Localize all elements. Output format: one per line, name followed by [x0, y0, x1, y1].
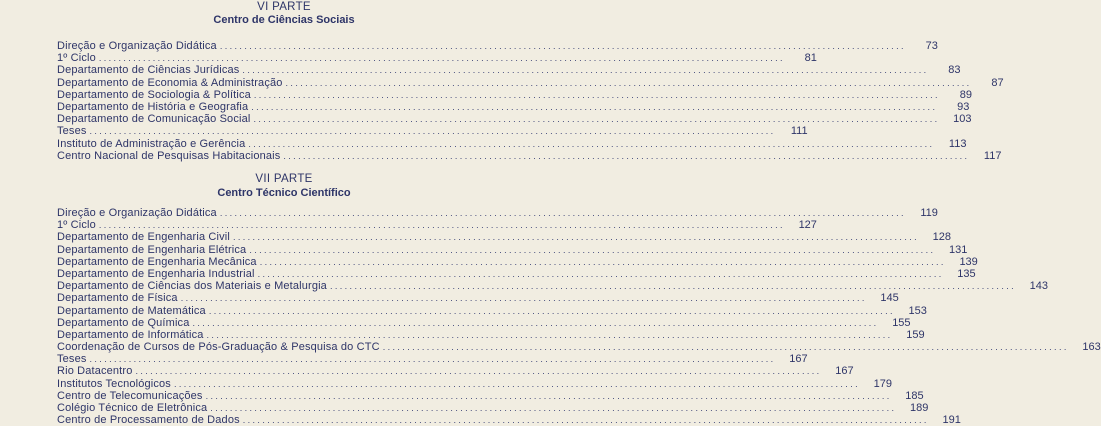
- toc-entry-page-number: 119: [920, 207, 938, 219]
- toc-entry: [57, 402, 929, 414]
- toc-entry-page-number: 73: [925, 40, 938, 52]
- toc-entry-label: Instituto de Administração e Gerência: [57, 137, 246, 150]
- dot-leader: ............................................................................................................................................: [208, 305, 895, 316]
- section-title-ccs: Centro de Ciências Sociais: [213, 14, 355, 26]
- toc-entry-page-number: 185: [905, 389, 924, 402]
- toc-entry-label: Centro de Telecomunicações: [57, 389, 203, 402]
- dot-leader: ............................................................................................................................................: [98, 220, 785, 231]
- toc-entry-label: Departamento de Informática: [57, 328, 204, 341]
- toc-entry-page-number: 117: [983, 149, 1002, 162]
- toc-entry: [57, 292, 899, 305]
- toc-entry-page-number: 145: [880, 292, 899, 305]
- dot-leader: ............................................................................................................................................: [205, 390, 892, 401]
- toc-list-vi: [57, 40, 1004, 162]
- toc-entry: [57, 353, 808, 366]
- toc-entry-page-number: 87: [991, 76, 1004, 89]
- toc-list-vii: [57, 207, 1101, 426]
- toc-entry-page-number: 135: [957, 267, 976, 280]
- toc-entry: [57, 64, 961, 77]
- toc-entry: [57, 149, 1002, 162]
- toc-entry-label: Teses: [57, 125, 87, 138]
- toc-entry-page-number: 128: [932, 231, 952, 244]
- toc-entry-page-number: 111: [790, 125, 808, 138]
- toc-entry: [57, 304, 927, 317]
- dot-leader: ............................................................................................................................................: [242, 415, 929, 426]
- toc-entry-page-number: 81: [804, 52, 817, 65]
- toc-entry: [57, 255, 978, 268]
- toc-entry: [57, 52, 817, 65]
- toc-entry-label: Departamento de Química: [57, 316, 190, 329]
- toc-entry: [57, 414, 961, 426]
- dot-leader: ............................................................................................................................................: [259, 256, 946, 267]
- toc-entry-page-number: 189: [910, 402, 929, 414]
- dot-leader: ............................................................................................................................................: [283, 150, 970, 161]
- toc-entry-label: Departamento de Economia & Administração: [57, 76, 283, 89]
- toc-entry-page-number: 163: [1082, 341, 1101, 354]
- dot-leader: ............................................................................................................................................: [329, 281, 1017, 292]
- toc-entry: [57, 243, 968, 256]
- section-title-ctc: Centro Técnico Científico: [217, 187, 351, 199]
- toc-entry-label: Teses: [57, 353, 87, 366]
- toc-entry-label: Departamento de Engenharia Mecânica: [57, 255, 257, 268]
- toc-entry: [57, 377, 893, 390]
- toc-entry: [57, 88, 972, 101]
- dot-leader: ............................................................................................................................................: [98, 53, 785, 64]
- toc-entry-page-number: 83: [948, 64, 961, 77]
- toc-entry: [57, 125, 808, 138]
- toc-entry-page-number: 155: [892, 316, 911, 329]
- dot-leader: ............................................................................................................................................: [192, 317, 879, 328]
- toc-entry-page-number: 127: [798, 219, 817, 232]
- dot-leader: ............................................................................................................................................: [251, 101, 938, 112]
- dot-leader: ............................................................................................................................................: [242, 65, 929, 76]
- toc-entry-page-number: 139: [959, 255, 978, 268]
- toc-entry-page-number: 131: [949, 243, 968, 256]
- toc-entry-label: Departamento de Sociologia & Política: [57, 88, 251, 101]
- dot-leader: ............................................................................................................................................: [248, 138, 935, 149]
- dot-leader: ............................................................................................................................................: [253, 89, 940, 100]
- toc-entry-page-number: 153: [908, 304, 927, 317]
- toc-entry: [57, 389, 924, 402]
- toc-entry-page-number: 167: [835, 365, 854, 378]
- toc-entry-page-number: 179: [873, 377, 893, 390]
- toc-entry-page-number: 191: [942, 414, 961, 426]
- toc-entry-page-number: 167: [789, 353, 808, 366]
- toc-entry-label: Departamento de Ciências Jurídicas: [57, 64, 240, 77]
- toc-entry: [57, 280, 1049, 293]
- toc-entry-label: Rio Datacentro: [57, 365, 133, 378]
- toc-entry: [57, 40, 938, 52]
- toc-entry-label: Departamento de Engenharia Civil: [57, 231, 230, 244]
- toc-entry-page-number: 159: [906, 328, 925, 341]
- dot-leader: ............................................................................................................................................: [89, 354, 776, 365]
- toc-entry-label: Centro Nacional de Pesquisas Habitacionais: [57, 149, 281, 162]
- toc-entry-label: Direção e Organização Didática: [57, 207, 217, 219]
- toc-entry-label: 1º Ciclo: [57, 219, 96, 232]
- dot-leader: ............................................................................................................................................: [219, 41, 906, 51]
- toc-entry-label: Colégio Técnico de Eletrônica: [57, 402, 208, 414]
- toc-entry: [57, 76, 1004, 89]
- toc-entry-label: Departamento de Ciências dos Materiais e Metalurgia: [57, 280, 327, 293]
- dot-leader: ............................................................................................................................................: [219, 208, 906, 218]
- dot-leader: ............................................................................................................................................: [249, 244, 936, 255]
- dot-leader: ............................................................................................................................................: [173, 378, 861, 389]
- toc-entry: [57, 316, 911, 329]
- toc-entry-label: Departamento de Engenharia Industrial: [57, 267, 255, 280]
- dot-leader: ............................................................................................................................................: [180, 293, 867, 304]
- dot-leader: ............................................................................................................................................: [210, 403, 897, 413]
- dot-leader: ............................................................................................................................................: [382, 342, 1069, 353]
- toc-entry-label: Centro de Processamento de Dados: [57, 414, 240, 426]
- toc-entry-page-number: 143: [1029, 280, 1049, 293]
- toc-entry: [57, 207, 938, 219]
- part-heading-vi: VI PARTE: [257, 1, 311, 13]
- toc-entry: [57, 113, 972, 126]
- toc-entry: [57, 341, 1101, 354]
- toc-entry-label: Departamento de História e Geografia: [57, 100, 249, 113]
- toc-entry: [57, 219, 817, 232]
- toc-entry-label: 1º Ciclo: [57, 52, 96, 65]
- toc-entry: [57, 267, 976, 280]
- dot-leader: ............................................................................................................................................: [257, 268, 944, 279]
- dot-leader: ............................................................................................................................................: [232, 232, 920, 243]
- toc-entry-label: Departamento de Física: [57, 292, 178, 305]
- toc-entry: [57, 137, 967, 150]
- dot-leader: ............................................................................................................................................: [253, 114, 940, 125]
- toc-entry: [57, 231, 952, 244]
- toc-entry: [57, 365, 854, 378]
- dot-leader: ............................................................................................................................................: [285, 77, 972, 88]
- toc-entry-label: Direção e Organização Didática: [57, 40, 217, 52]
- dot-leader: ............................................................................................................................................: [89, 126, 776, 137]
- toc-entry-page-number: 113: [948, 137, 967, 150]
- dot-leader: ............................................................................................................................................: [135, 366, 822, 377]
- toc-entry-label: Coordenação de Cursos de Pós-Graduação & Pesquisa do CTC: [57, 341, 380, 354]
- toc-entry-label: Departamento de Matemática: [57, 304, 206, 317]
- toc-entry-label: Institutos Tecnológicos: [57, 377, 171, 390]
- toc-entry: [57, 328, 925, 341]
- toc-entry-label: Departamento de Comunicação Social: [57, 113, 251, 126]
- toc-entry-page-number: 93: [957, 100, 970, 113]
- part-heading-vii: VII PARTE: [255, 173, 313, 185]
- dot-leader: ............................................................................................................................................: [206, 329, 893, 340]
- toc-entry-label: Departamento de Engenharia Elétrica: [57, 243, 247, 256]
- toc-entry-page-number: 89: [959, 88, 972, 101]
- toc-entry: [57, 100, 970, 113]
- toc-entry-page-number: 103: [953, 113, 972, 126]
